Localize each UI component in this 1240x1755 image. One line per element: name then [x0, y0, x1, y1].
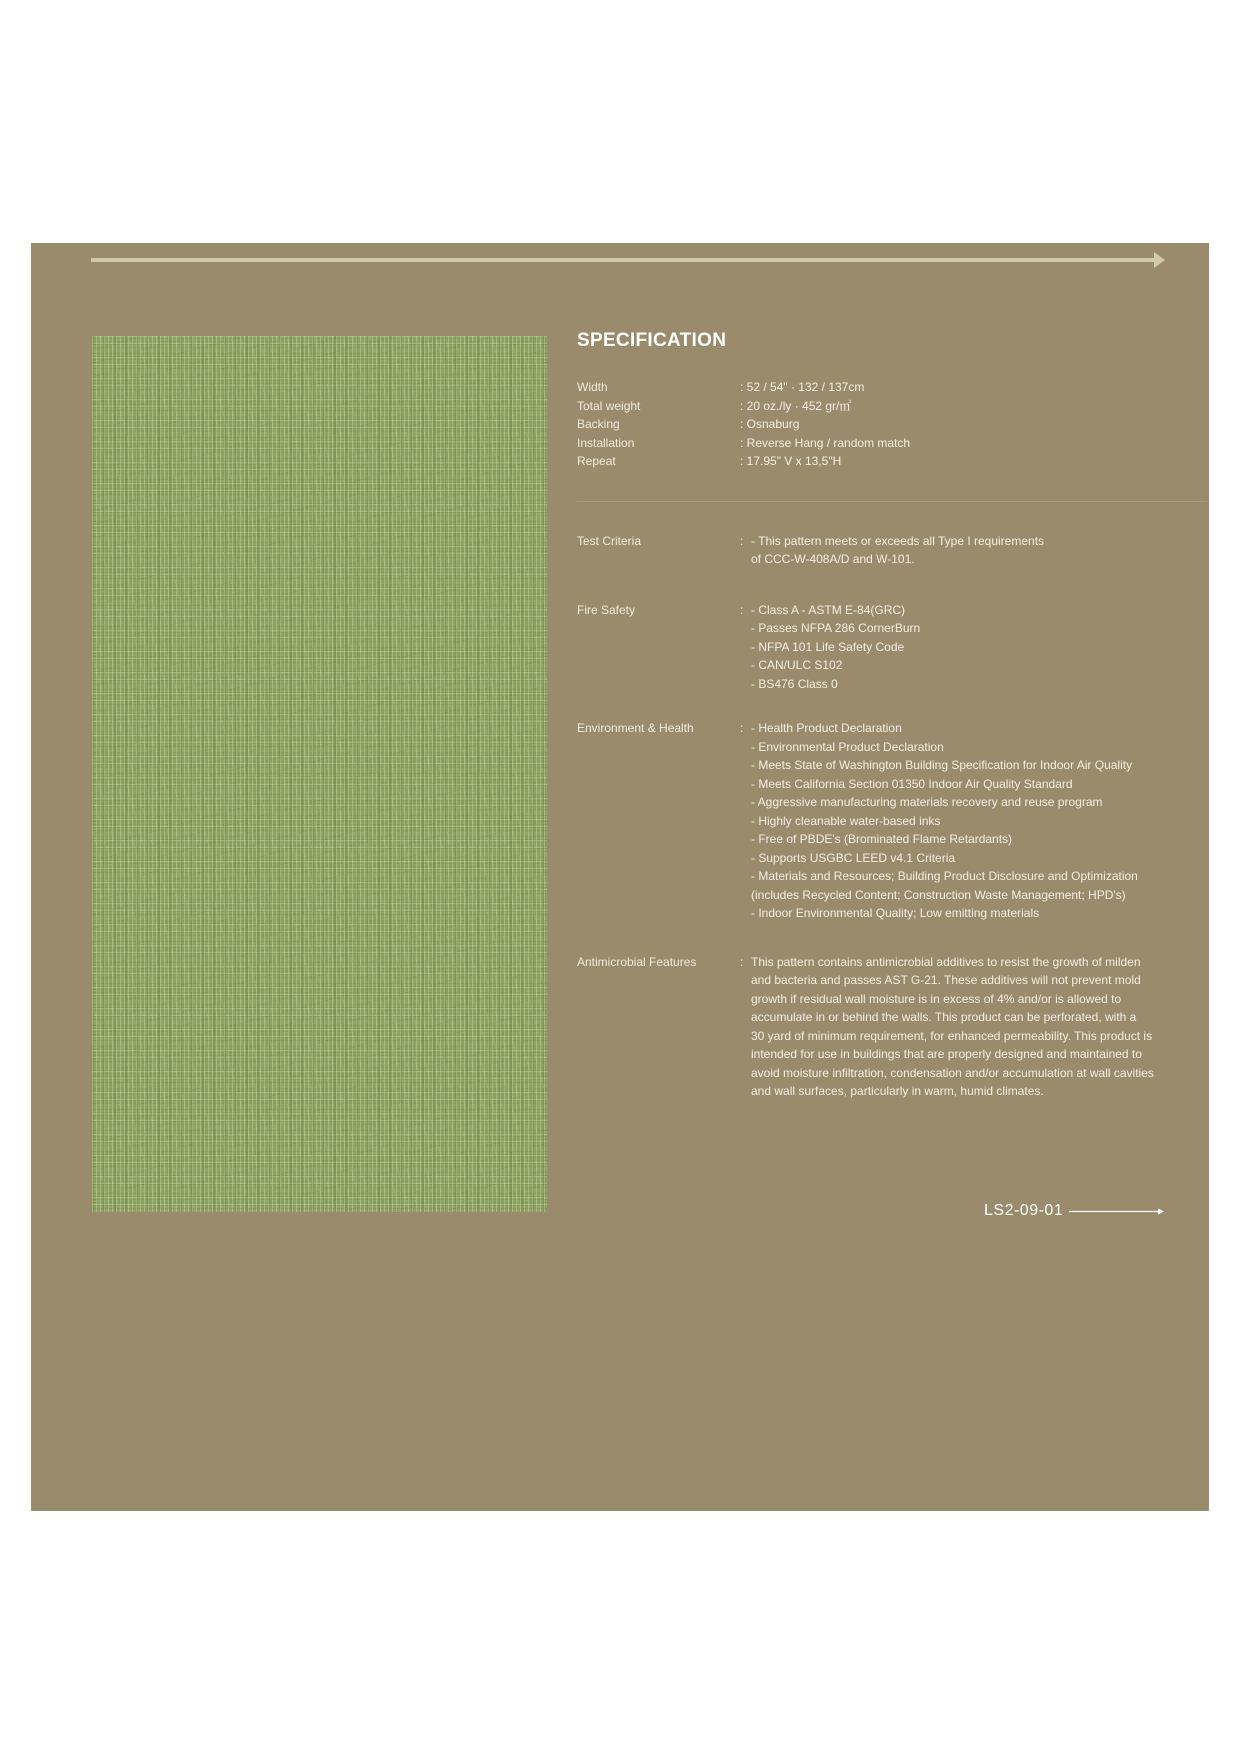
section-divider: [577, 501, 1207, 502]
value-line: - Meets State of Washington Building Specification for Indoor Air Quality: [751, 758, 1133, 772]
value-line: - Highly cleanable water-based inks: [751, 813, 941, 828]
spec-row-repeat: [577, 452, 1207, 471]
group-label: Fire Safety: [577, 602, 636, 617]
value-line: - Materials and Resources; Building Product Disclosure and Optimization: [751, 869, 1138, 883]
value-line: intended for use in buildings that are properly designed and maintained to: [751, 1047, 1142, 1061]
value-line: - This pattern meets or exceeds all Type I requirements: [751, 533, 1045, 548]
group-label: Environment & Health: [577, 721, 694, 735]
spec-value: : 20 oz./ly · 452 gr/㎡: [740, 398, 852, 413]
group-colon: :: [740, 721, 744, 735]
group-label: Antimicrobial Features: [577, 954, 697, 969]
spec-title: SPECIFICATION: [577, 330, 727, 351]
short-right-arrow-icon: [1069, 1207, 1164, 1216]
fabric-swatch-image: [92, 336, 547, 1212]
value-line: - Supports USGBC LEED v4.1 Criteria: [751, 850, 956, 865]
value-line: growth if residual wall moisture is in excess of 4% and/or is allowed to: [751, 991, 1122, 1006]
value-line: - Indoor Environmental Quality; Low emitting materials: [751, 906, 1040, 920]
test-criteria-group: [577, 532, 1207, 569]
spec-row-installation: [577, 434, 1207, 453]
spec-label: Repeat: [577, 454, 616, 468]
spec-panel: [31, 243, 1209, 1511]
value-line: - Meets California Section 01350 Indoor Air Quality Standard: [751, 776, 1073, 791]
spec-row-total-weight: [577, 397, 1207, 416]
value-line: avoid moisture infiltration, condensation and/or accumulation at wall cavities: [751, 1065, 1154, 1080]
value-line: - Environmental Product Declaration: [751, 739, 944, 754]
value-line: and wall surfaces, particularly in warm, humid climates.: [751, 1084, 1044, 1098]
spec-row-width: [577, 378, 1207, 397]
value-line: accumulate in or behind the walls. This product can be perforated, with a: [751, 1010, 1137, 1024]
spec-row-backing: [577, 415, 1207, 434]
fire-safety-group: [577, 601, 1207, 694]
product-code: LS2-09-01: [984, 1202, 1064, 1219]
group-values: [751, 719, 1207, 923]
group-values: [751, 601, 1207, 694]
value-line: (includes Recycled Content; Construction Waste Management; HPD's): [751, 887, 1126, 902]
spec-label: Installation: [577, 435, 635, 450]
group-values: [751, 953, 1207, 1101]
environment-health-group: [577, 719, 1207, 923]
value-line: - CAN/ULC S102: [751, 658, 843, 672]
value-line: of CCC-W-408A/D and W-101.: [751, 552, 915, 566]
spec-value: : Osnaburg: [740, 417, 800, 431]
group-colon: :: [740, 954, 744, 969]
group-colon: :: [740, 602, 744, 617]
value-line: This pattern contains antimicrobial additives to resist the growth of milden: [751, 954, 1141, 969]
spec-label: Backing: [577, 417, 620, 431]
group-values: [751, 532, 1207, 569]
long-right-arrow-icon: [91, 252, 1165, 268]
value-line: 30 yard of minimum requirement, for enhanced permeability. This product is: [751, 1028, 1153, 1043]
group-colon: :: [740, 533, 744, 548]
value-line: - NFPA 101 Life Safety Code: [751, 639, 905, 654]
spec-label: Width: [577, 380, 608, 394]
value-line: - Class A - ASTM E-84(GRC): [751, 602, 906, 617]
basic-spec-list: [577, 378, 1207, 471]
value-line: - Aggressive manufacturing materials recovery and reuse program: [751, 795, 1103, 809]
spec-value: : 17.95" V x 13,5"H: [740, 454, 842, 468]
value-line: and bacteria and passes AST G-21. These additives will not prevent mold: [751, 973, 1141, 987]
antimicrobial-group: [577, 953, 1207, 1101]
spec-value: : 52 / 54" · 132 / 137cm: [740, 380, 865, 394]
value-line: - Passes NFPA 286 CornerBurn: [751, 621, 921, 635]
specification-section: [577, 330, 1207, 1101]
group-label: Test Criteria: [577, 533, 642, 548]
spec-label: Total weight: [577, 398, 641, 413]
spec-value: : Reverse Hang / random match: [740, 435, 911, 450]
value-line: - Free of PBDE's (Brominated Flame Retardants): [751, 832, 1013, 846]
value-line: - BS476 Class 0: [751, 676, 838, 691]
value-line: - Health Product Declaration: [751, 721, 902, 735]
